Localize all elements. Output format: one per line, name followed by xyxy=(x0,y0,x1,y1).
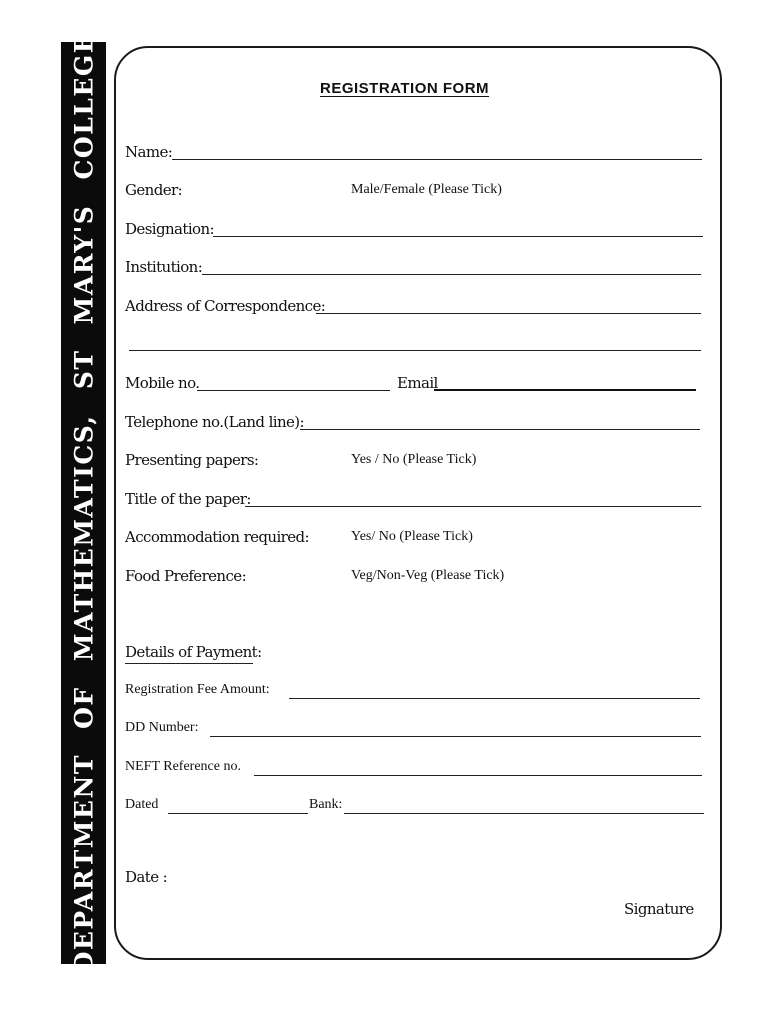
institution-label: Institution: xyxy=(125,258,203,276)
neft-label: NEFT Reference no. xyxy=(125,759,241,774)
bank-field[interactable] xyxy=(344,813,704,814)
payment-heading: Details of Payment: xyxy=(125,643,262,661)
food-options[interactable]: Veg/Non-Veg (Please Tick) xyxy=(351,568,505,583)
accommodation-label: Accommodation required: xyxy=(125,528,309,546)
address-label: Address of Correspondence: xyxy=(125,297,326,315)
telephone-field[interactable] xyxy=(300,429,700,430)
neft-field[interactable] xyxy=(254,775,702,776)
mobile-field[interactable] xyxy=(197,390,390,391)
email-label: Email xyxy=(397,374,438,392)
presenting-label: Presenting papers: xyxy=(125,451,259,469)
gender-label: Gender: xyxy=(125,181,183,199)
address-field[interactable] xyxy=(316,313,701,314)
bank-label: Bank: xyxy=(309,797,343,812)
gender-options[interactable]: Male/Female (Please Tick) xyxy=(351,182,502,197)
email-field[interactable] xyxy=(434,389,696,391)
name-label: Name: xyxy=(125,143,173,161)
dated-field[interactable] xyxy=(168,813,308,814)
dated-label: Dated xyxy=(125,797,159,812)
telephone-label: Telephone no.(Land line): xyxy=(125,413,305,431)
accommodation-options[interactable]: Yes/ No (Please Tick) xyxy=(351,529,473,544)
dd-label: DD Number: xyxy=(125,720,199,735)
payment-heading-underline xyxy=(125,663,253,664)
institution-field[interactable] xyxy=(202,274,701,275)
paper-title-label: Title of the paper: xyxy=(125,490,251,508)
signature-label: Signature xyxy=(624,900,694,918)
address-field-line-2[interactable] xyxy=(129,350,701,351)
side-banner-text: DEPARTMENT OF MATHEMATICS, ST MARY'S COLLEGE xyxy=(69,32,99,974)
designation-field[interactable] xyxy=(213,236,703,237)
date-label: Date : xyxy=(125,868,168,886)
fee-label: Registration Fee Amount: xyxy=(125,682,270,697)
form-title: REGISTRATION FORM xyxy=(320,80,490,97)
designation-label: Designation: xyxy=(125,220,214,238)
presenting-options[interactable]: Yes / No (Please Tick) xyxy=(351,452,477,467)
mobile-label: Mobile no. xyxy=(125,374,200,392)
name-field[interactable] xyxy=(172,159,702,160)
dd-field[interactable] xyxy=(210,736,701,737)
fee-field[interactable] xyxy=(289,698,700,699)
food-label: Food Preference: xyxy=(125,567,247,585)
paper-title-field[interactable] xyxy=(245,506,701,507)
